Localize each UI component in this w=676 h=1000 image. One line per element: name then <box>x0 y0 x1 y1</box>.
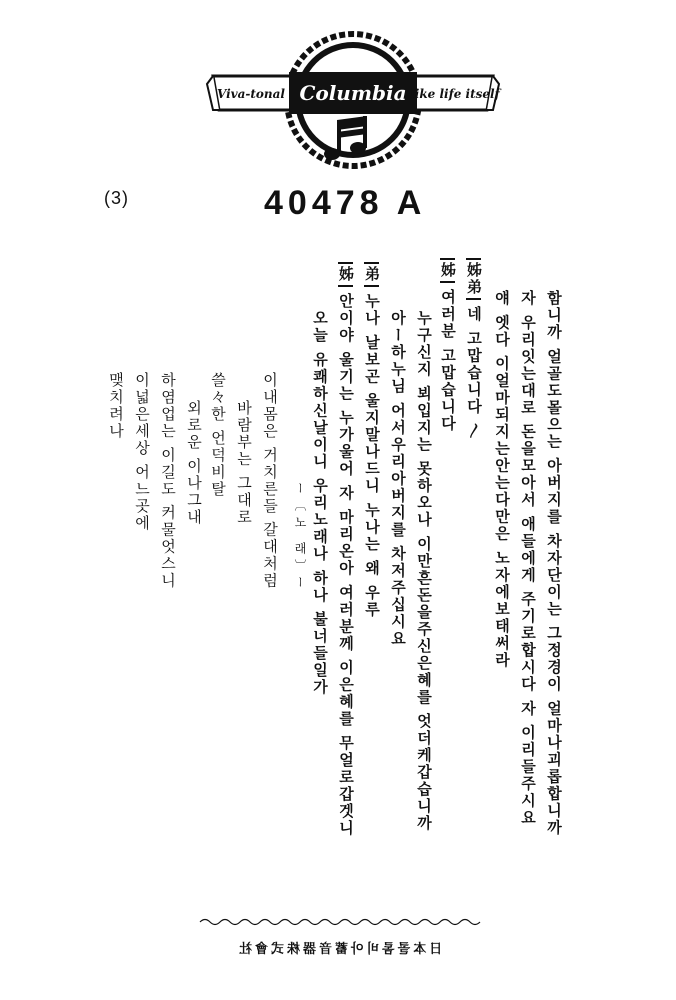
slogan-right: like life itself <box>410 87 500 101</box>
lyric-line: 자 우리잇는대로 돈을모아서 애들에게 주기로합시다 자 이리들주시요 <box>519 290 537 827</box>
record-number: 40478 A <box>264 184 427 222</box>
wavy-divider <box>200 917 480 927</box>
lyric-line: 姊弟네 고맙습니다 〳 <box>466 258 481 488</box>
verse-line: 외로운 이나그내 <box>185 400 203 526</box>
lyric-line: 누구신지 뵈입지는 못하오나 이만흔돈을주신은혜를 엇더케갑습니까 <box>415 310 433 832</box>
lyric-line: 아ー하누님 어서우리아버지를 차저주십시요 <box>389 310 407 648</box>
verse-line: 맺치려나 <box>107 372 125 440</box>
verse-line: 하염업는 이길도 커물엇스니 <box>159 372 177 590</box>
lyric-line: 오늘 유쾌하신날이니 우리노래나 하나 불너들일가 <box>311 310 329 696</box>
publisher-name: 日本콜롬비아蓄音器株式會社 <box>236 942 443 957</box>
song-title: ー〔노 래〕ー <box>293 482 307 593</box>
brand-name: Columbia <box>299 81 407 105</box>
speaker-label: 姊弟 <box>466 258 481 300</box>
speaker-label: 姊 <box>440 258 455 283</box>
page-number: (3) <box>104 188 129 208</box>
verse-line: 쓸々한 언덕비탈 <box>209 372 227 498</box>
speaker-label: 姊 <box>338 262 353 287</box>
verse-line: 이내몸은 거치른들 갈대처럼 <box>261 372 279 590</box>
lyric-line: 姊여러분 고맙습니다 <box>440 258 455 478</box>
verse-line: 바람부는 그대로 <box>235 400 253 526</box>
speaker-label: 弟 <box>364 262 379 287</box>
lyric-line: 弟누나 날보곤 울지말나드니 누나는 왜 우루 <box>364 262 379 702</box>
lyric-line: 얘 엣다 이얼마되지는안는다만은 노자에보태써라 <box>493 290 511 669</box>
lyric-line: 함니까 얼골도몰으는 아버지를 차자단이는 그정경이 얼마나괴롭합니까 <box>545 290 563 837</box>
verse-line: 이넓은세상 어느곳에 <box>133 372 151 532</box>
slogan-left: Viva-tonal <box>217 87 285 101</box>
lyric-line: 姊안이야 울기는 누가울어 자 마리온아 여러분께 이은혜를 무얼로갑겟니 <box>338 262 353 902</box>
